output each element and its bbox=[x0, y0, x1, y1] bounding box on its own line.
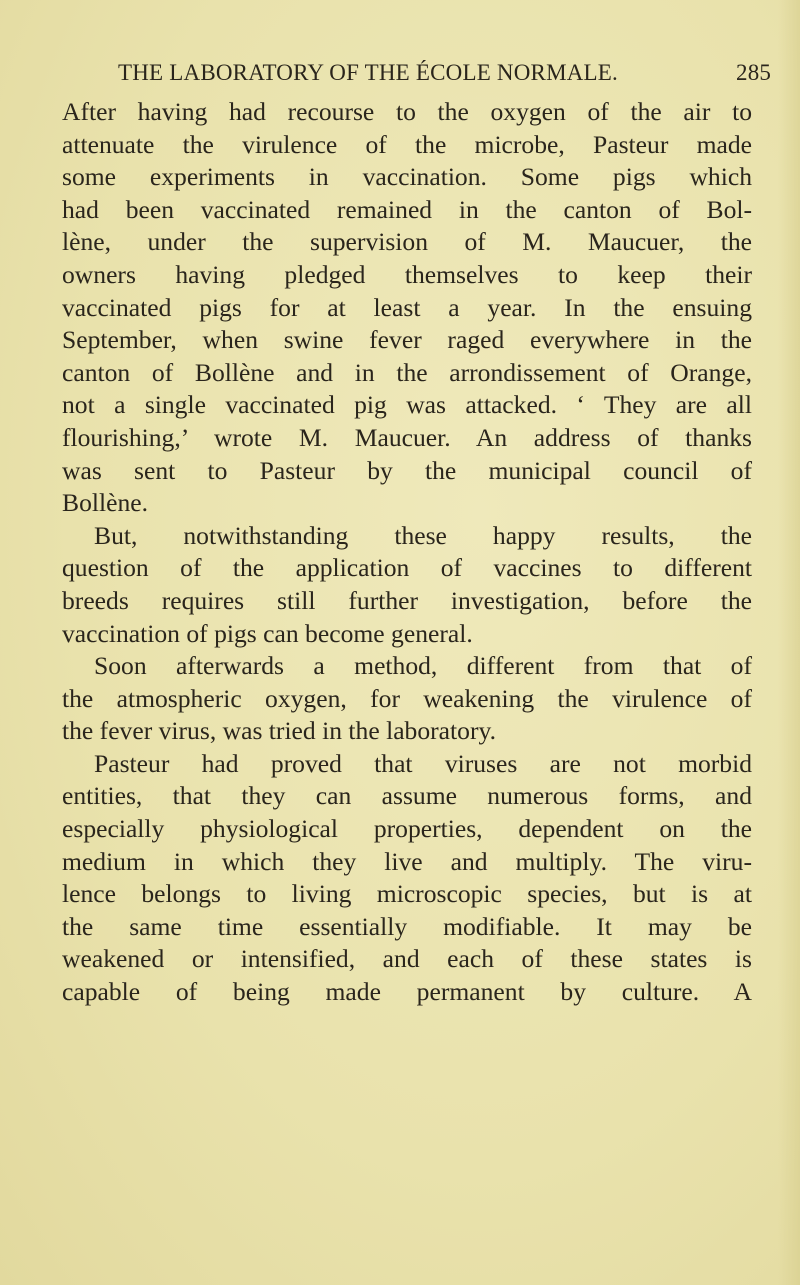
text-line: After having had recourse to the oxygen of the air to bbox=[62, 97, 752, 126]
text-line: vaccinated pigs for at least a year. In the ensuing bbox=[62, 292, 752, 322]
text-line: some experiments in vaccination. Some pigs which bbox=[62, 162, 752, 192]
text-line: had been vaccinated remained in the canton of Bol- bbox=[62, 194, 752, 224]
text-line: question of the application of vaccines to different bbox=[62, 553, 752, 583]
text-line: the same time essentially modifiable. It may be bbox=[62, 911, 752, 941]
text-line: lence belongs to living microscopic species, but is at bbox=[62, 879, 752, 909]
text-line: lène, under the supervision of M. Maucuer, the bbox=[62, 227, 752, 257]
body-text bbox=[62, 96, 752, 1009]
text-line: medium in which they live and multiply. The viru- bbox=[62, 846, 752, 876]
page-number: 285 bbox=[736, 60, 772, 85]
text-line: vaccination of pigs can become general. bbox=[62, 618, 473, 648]
text-line: entities, that they can assume numerous forms, and bbox=[62, 781, 752, 811]
text-line: Soon afterwards a method, different from that of bbox=[94, 651, 752, 681]
text-line: Bollène. bbox=[62, 488, 149, 518]
text-line: canton of Bollène and in the arrondissement of Orange, bbox=[62, 357, 752, 387]
text-line: flourishing,’ wrote M. Maucuer. An address of thanks bbox=[62, 422, 752, 452]
text-line: breeds requires still further investigation, before the bbox=[62, 585, 752, 615]
text-line: Pasteur had proved that viruses are not morbid bbox=[94, 748, 752, 778]
text-line: September, when swine fever raged everywhere in the bbox=[62, 325, 752, 355]
running-head bbox=[118, 60, 772, 90]
text-line: the atmospheric oxygen, for weakening the virulence of bbox=[62, 683, 752, 713]
text-line: weakened or intensified, and each of these states is bbox=[62, 944, 752, 974]
page-edge-shadow bbox=[778, 0, 800, 1285]
running-title: THE LABORATORY OF THE ÉCOLE NORMALE. bbox=[118, 60, 619, 85]
text-line: the fever virus, was tried in the laboratory. bbox=[62, 716, 496, 746]
text-line: was sent to Pasteur by the municipal council of bbox=[62, 455, 752, 485]
text-line: attenuate the virulence of the microbe, Pasteur made bbox=[62, 129, 752, 159]
text-line: capable of being made permanent by culture. A bbox=[62, 977, 752, 1007]
text-line: owners having pledged themselves to keep their bbox=[62, 259, 752, 289]
text-line: not a single vaccinated pig was attacked. ‘ They are all bbox=[62, 390, 752, 420]
text-line: especially physiological properties, dependent on the bbox=[62, 814, 752, 844]
text-line: But, notwithstanding these happy results, the bbox=[94, 520, 752, 550]
